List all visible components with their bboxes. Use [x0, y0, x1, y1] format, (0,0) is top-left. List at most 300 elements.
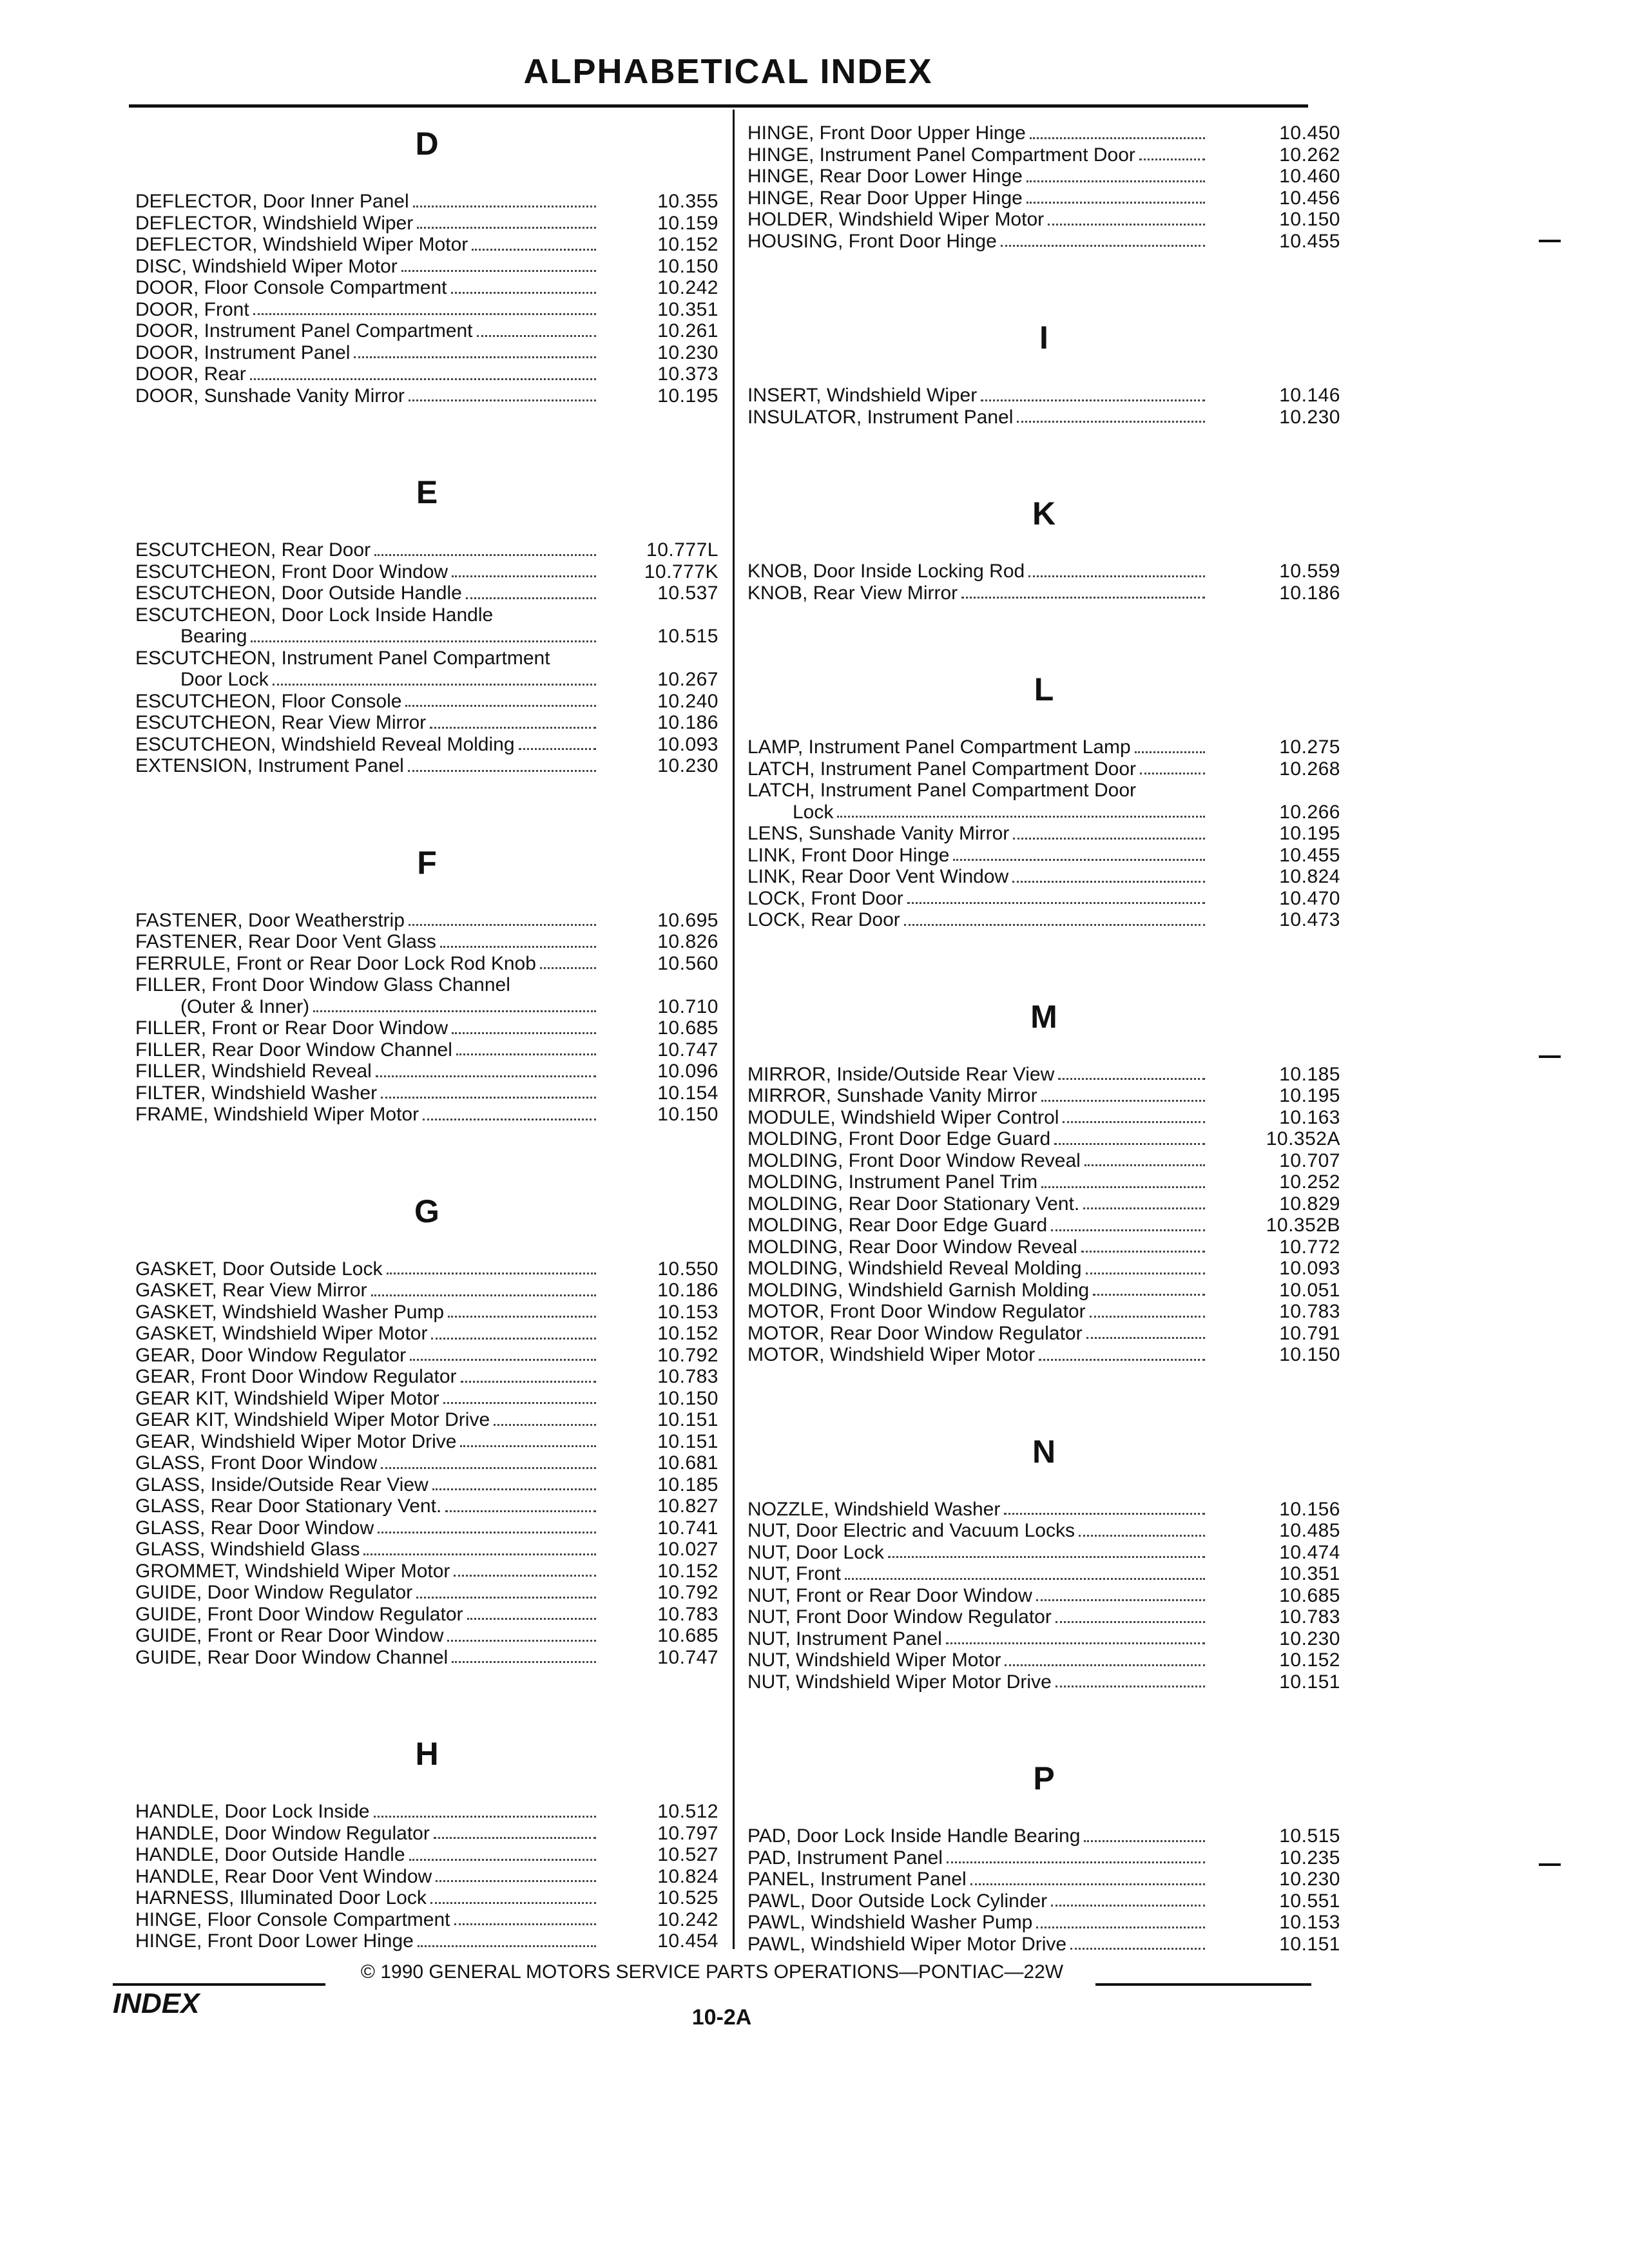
index-entry — [135, 1302, 718, 1323]
dot-leader — [1030, 137, 1205, 139]
index-entry — [135, 755, 718, 777]
dot-leader — [448, 1316, 596, 1318]
index-entry-page-ref: 10.093 — [1279, 1258, 1340, 1279]
index-entry — [135, 582, 718, 604]
dot-leader — [1093, 1294, 1205, 1296]
index-entry-name: GLASS, Inside/Outside Rear View — [135, 1474, 429, 1495]
index-entry — [747, 1107, 1340, 1129]
dot-leader — [1013, 838, 1205, 840]
dot-leader — [1055, 1621, 1205, 1623]
dot-leader — [432, 1488, 596, 1490]
dot-leader — [1081, 1251, 1205, 1253]
index-entry — [135, 1258, 718, 1280]
dot-leader — [907, 902, 1205, 904]
index-entry-page-ref: 10.235 — [1279, 1847, 1340, 1869]
index-entry-name: LOCK, Front Door — [747, 887, 903, 909]
index-entry — [135, 996, 718, 1018]
dot-leader — [409, 924, 596, 926]
index-entry — [135, 734, 718, 756]
index-entry — [135, 1452, 718, 1474]
index-entry — [135, 669, 718, 691]
index-entry-page-ref: 10.252 — [1279, 1171, 1340, 1193]
section-spacer — [747, 1473, 1340, 1499]
index-entry-name: MIRROR, Inside/Outside Rear View — [747, 1063, 1055, 1085]
index-entry-name: MOLDING, Windshield Garnish Molding — [747, 1279, 1090, 1301]
index-entry-name: LINK, Rear Door Vent Window — [747, 866, 1009, 887]
index-entry-name: MOLDING, Front Door Edge Guard — [747, 1128, 1051, 1149]
index-entry-page-ref: 10.267 — [657, 669, 718, 690]
index-entry-name: HANDLE, Door Lock Inside — [135, 1801, 370, 1822]
dot-leader — [1084, 1164, 1205, 1166]
index-entry-name: HANDLE, Rear Door Vent Window — [135, 1865, 432, 1887]
dot-leader — [467, 1618, 596, 1620]
index-entry — [747, 866, 1340, 888]
index-entry — [747, 1671, 1340, 1693]
index-entry — [135, 1647, 718, 1669]
index-entry — [135, 1017, 718, 1039]
dot-leader — [947, 1861, 1205, 1863]
index-entry-name: PANEL, Instrument Panel — [747, 1869, 967, 1890]
index-entry-name: MIRROR, Sunshade Vanity Mirror — [747, 1085, 1037, 1106]
index-entry — [135, 1280, 718, 1302]
index-entry — [135, 1431, 718, 1453]
index-entry-name: GASKET, Windshield Washer Pump — [135, 1301, 445, 1323]
section-spacer — [747, 1693, 1340, 1757]
section-letter-h: H — [415, 1736, 439, 1772]
index-entry-name: HINGE, Rear Door Lower Hinge — [747, 166, 1023, 187]
index-entry-name: NOZZLE, Windshield Washer — [747, 1498, 1001, 1520]
index-entry — [747, 909, 1340, 931]
index-entry — [135, 1561, 718, 1582]
dot-leader — [431, 1338, 596, 1340]
index-entry-name: Bearing — [180, 626, 247, 647]
section-letter-l: L — [1034, 671, 1054, 707]
section-spacer — [747, 1800, 1340, 1825]
index-entry — [135, 1604, 718, 1626]
index-entry — [747, 561, 1340, 582]
dot-leader — [430, 1902, 596, 1904]
index-entry-page-ref: 10.559 — [1279, 561, 1340, 582]
index-entry — [135, 213, 718, 235]
dot-leader — [1036, 1599, 1205, 1601]
index-entry-name: GLASS, Windshield Glass — [135, 1539, 360, 1560]
page-title: ALPHABETICAL INDEX — [523, 52, 933, 91]
footer-section-label: INDEX — [113, 1988, 200, 2019]
index-entry-name: FERRULE, Front or Rear Door Lock Rod Knob — [135, 952, 536, 974]
section-letter-p: P — [1033, 1760, 1055, 1796]
index-entry-name: KNOB, Rear View Mirror — [747, 582, 958, 604]
index-entry — [135, 1345, 718, 1367]
index-entry-name: LENS, Sunshade Vanity Mirror — [747, 823, 1010, 844]
section-letter-i: I — [1039, 320, 1048, 356]
dot-leader — [443, 1402, 596, 1404]
dot-leader — [417, 227, 596, 229]
index-entry-name: FILLER, Front or Rear Door Window — [135, 1017, 448, 1039]
dot-leader — [273, 684, 596, 686]
index-entry-name: MODULE, Windshield Wiper Control — [747, 1106, 1059, 1128]
dot-leader — [436, 1880, 596, 1882]
index-entry-name: DEFLECTOR, Windshield Wiper — [135, 212, 414, 234]
index-entry-name: ESCUTCHEON, Windshield Reveal Molding — [135, 733, 515, 755]
index-entry-page-ref: 10.268 — [1279, 758, 1340, 780]
index-entry-page-ref: 10.151 — [657, 1409, 718, 1430]
index-entry-name: LINK, Front Door Hinge — [747, 844, 950, 866]
index-entry — [747, 1085, 1340, 1107]
dot-leader — [253, 313, 596, 315]
section-spacer — [747, 359, 1340, 385]
index-entry — [135, 1474, 718, 1496]
index-entry — [135, 1409, 718, 1431]
index-entry-page-ref: 10.051 — [1279, 1279, 1340, 1301]
dot-leader — [1039, 1359, 1205, 1361]
dot-leader — [1027, 202, 1205, 204]
index-entry-page-ref: 10.151 — [1279, 1671, 1340, 1693]
index-entry — [747, 187, 1340, 209]
dot-leader — [381, 1467, 596, 1469]
index-entry-page-ref: 10.455 — [1279, 844, 1340, 866]
section-letter-f: F — [417, 844, 437, 881]
index-entry-name: DOOR, Front — [135, 298, 249, 320]
index-entry-page-ref: 10.450 — [1279, 122, 1340, 144]
index-entry-name: INSERT, Windshield Wiper — [747, 385, 978, 406]
index-entry-name: GUIDE, Rear Door Window Channel — [135, 1646, 448, 1668]
index-entry-name: FASTENER, Rear Door Vent Glass — [135, 931, 436, 952]
index-entry — [747, 209, 1340, 231]
index-entry-name: MOLDING, Rear Door Stationary Vent. — [747, 1193, 1080, 1215]
index-entry — [135, 1539, 718, 1561]
index-entry-name: HOUSING, Front Door Hinge — [747, 230, 997, 252]
index-entry — [135, 1388, 718, 1410]
index-entry-page-ref: 10.153 — [657, 1301, 718, 1323]
index-entry-name: MOLDING, Front Door Window Reveal — [747, 1149, 1081, 1171]
index-entry — [135, 1082, 718, 1104]
dot-leader — [1086, 1337, 1205, 1339]
index-entry-page-ref: 10.230 — [1279, 406, 1340, 428]
section-spacer — [135, 1775, 718, 1801]
index-entry-page-ref: 10.195 — [1279, 1085, 1340, 1106]
dot-leader — [405, 705, 596, 707]
index-entry-page-ref: 10.681 — [657, 1452, 718, 1474]
index-entry — [135, 363, 718, 385]
index-entry-name: HANDLE, Door Outside Handle — [135, 1844, 405, 1865]
index-entry-page-ref: 10.525 — [657, 1887, 718, 1908]
index-entry — [747, 1128, 1340, 1150]
index-entry-name: GLASS, Rear Door Window — [135, 1517, 374, 1539]
index-entry-name: MOLDING, Instrument Panel Trim — [747, 1171, 1038, 1193]
index-entry-name: GUIDE, Front Door Window Regulator — [135, 1603, 463, 1625]
section-spacer — [747, 604, 1340, 668]
index-entry-name: GEAR KIT, Windshield Wiper Motor — [135, 1387, 439, 1409]
index-entry-first-line: LATCH, Instrument Panel Compartment Door — [747, 780, 1137, 801]
index-entry-page-ref: 10.152 — [657, 1323, 718, 1344]
index-entry — [135, 1104, 718, 1126]
index-entry-page-ref: 10.096 — [657, 1061, 718, 1082]
index-entry-name: PAD, Instrument Panel — [747, 1847, 943, 1869]
section-spacer — [135, 1233, 718, 1258]
dot-leader — [445, 1510, 596, 1512]
dot-leader — [409, 399, 596, 401]
index-entry — [747, 1236, 1340, 1258]
dot-leader — [376, 1075, 596, 1077]
index-entry — [747, 888, 1340, 910]
index-entry — [747, 1193, 1340, 1215]
index-entry-page-ref: 10.710 — [657, 995, 718, 1017]
index-entry — [135, 1844, 718, 1866]
index-entry-page-ref: 10.153 — [1279, 1912, 1340, 1933]
index-entry — [747, 1869, 1340, 1890]
section-spacer — [747, 1038, 1340, 1064]
index-entry-name: PAD, Door Lock Inside Handle Bearing — [747, 1825, 1081, 1847]
index-entry — [135, 1517, 718, 1539]
margin-tick-mark — [1539, 240, 1561, 242]
index-entry — [135, 277, 718, 299]
index-entry-name: ESCUTCHEON, Door Outside Handle — [135, 582, 462, 604]
index-entry-name: FRAME, Windshield Wiper Motor — [135, 1104, 419, 1125]
index-entry — [747, 1323, 1340, 1345]
dot-leader — [447, 1640, 596, 1642]
dot-leader — [540, 967, 596, 969]
index-entry-name: DOOR, Instrument Panel — [135, 341, 351, 363]
index-entry-name: DEFLECTOR, Windshield Wiper Motor — [135, 234, 468, 255]
section-spacer — [747, 535, 1340, 561]
index-entry-name: MOLDING, Windshield Reveal Molding — [747, 1258, 1082, 1279]
index-entry-page-ref: 10.154 — [657, 1082, 718, 1104]
index-entry-name: NUT, Windshield Wiper Motor — [747, 1649, 1001, 1671]
index-entry-name: FILLER, Rear Door Window Channel — [135, 1039, 452, 1061]
index-entry — [135, 1323, 718, 1345]
index-entry-page-ref: 10.152 — [657, 234, 718, 255]
dot-leader — [354, 356, 596, 358]
index-entry-page-ref: 10.156 — [1279, 1498, 1340, 1520]
index-entry-page-ref: 10.186 — [1279, 582, 1340, 604]
index-entry — [135, 910, 718, 932]
index-entry — [747, 1064, 1340, 1086]
index-entry — [747, 802, 1340, 823]
section-letter-e: E — [416, 474, 438, 510]
dot-leader — [454, 1923, 597, 1925]
dot-leader — [837, 816, 1205, 818]
index-entry-page-ref: 10.152 — [657, 1560, 718, 1582]
index-entry-page-ref: 10.195 — [1279, 823, 1340, 844]
index-entry-name: LAMP, Instrument Panel Compartment Lamp — [747, 736, 1131, 758]
footer-page-number: 10-2A — [691, 2005, 752, 2030]
section-spacer — [135, 1668, 718, 1733]
index-entry-name: DOOR, Floor Console Compartment — [135, 277, 447, 298]
index-entry — [747, 144, 1340, 166]
index-entry — [747, 845, 1340, 867]
dot-leader — [494, 1424, 596, 1426]
index-entry-page-ref: 10.515 — [657, 626, 718, 647]
index-entry-page-ref: 10.772 — [1279, 1236, 1340, 1258]
index-entry-page-ref: 10.242 — [657, 1908, 718, 1930]
dot-leader — [472, 249, 596, 251]
index-entry-page-ref: 10.373 — [657, 363, 718, 385]
dot-leader — [452, 1032, 596, 1034]
index-entry-page-ref: 10.685 — [657, 1625, 718, 1646]
section-spacer — [135, 1126, 718, 1190]
index-entry — [747, 1520, 1340, 1542]
dot-leader — [1036, 1927, 1205, 1928]
index-entry — [135, 1366, 718, 1388]
index-entry — [135, 712, 718, 734]
index-entry — [135, 256, 718, 278]
dot-leader — [371, 1294, 596, 1296]
dot-leader — [1083, 1207, 1205, 1209]
index-entry-page-ref: 10.783 — [1279, 1606, 1340, 1628]
dot-leader — [1140, 773, 1205, 774]
index-entry — [135, 1887, 718, 1909]
index-entry-page-ref: 10.261 — [657, 320, 718, 341]
dot-leader — [313, 1010, 596, 1012]
index-entry-page-ref: 10.473 — [1279, 909, 1340, 930]
footer-rule-right — [1095, 1983, 1311, 1986]
index-entry-name: GEAR, Front Door Window Regulator — [135, 1366, 457, 1387]
index-entry-page-ref: 10.150 — [657, 1387, 718, 1409]
index-entry-name: PAWL, Windshield Washer Pump — [747, 1912, 1033, 1933]
index-entry-name: GLASS, Front Door Window — [135, 1452, 378, 1474]
dot-leader — [1041, 1100, 1205, 1102]
index-entry-name: DISC, Windshield Wiper Motor — [135, 255, 398, 277]
dot-leader — [970, 1883, 1205, 1885]
dot-leader — [1017, 421, 1205, 423]
left-column — [135, 122, 718, 1952]
index-entry-page-ref: 10.352A — [1266, 1128, 1340, 1149]
dot-leader — [466, 597, 596, 599]
index-entry-page-ref: 10.146 — [1279, 385, 1340, 406]
index-entry-name: MOTOR, Windshield Wiper Motor — [747, 1344, 1036, 1365]
index-entry-name: NUT, Front or Rear Door Window — [747, 1584, 1032, 1606]
section-spacer — [135, 407, 718, 471]
dot-leader — [1048, 224, 1205, 226]
index-entry — [135, 1801, 718, 1823]
index-entry-name: GASKET, Door Outside Lock — [135, 1258, 383, 1280]
index-entry — [747, 1847, 1340, 1869]
index-entry — [135, 1061, 718, 1082]
index-entry — [135, 1582, 718, 1604]
dot-leader — [1090, 1316, 1205, 1318]
index-entry-page-ref: 10.512 — [657, 1801, 718, 1822]
right-column — [747, 122, 1340, 1955]
index-entry-page-ref: 10.230 — [657, 341, 718, 363]
index-entry-page-ref: 10.474 — [1279, 1541, 1340, 1563]
index-entry-page-ref: 10.792 — [657, 1344, 718, 1366]
dot-leader — [981, 399, 1205, 401]
index-entry-page-ref: 10.150 — [1279, 1344, 1340, 1365]
index-entry — [747, 1563, 1340, 1585]
dot-leader — [416, 1597, 596, 1599]
index-entry-name: HOLDER, Windshield Wiper Motor — [747, 209, 1045, 230]
index-entry-page-ref: 10.242 — [657, 277, 718, 298]
index-entry-name: NUT, Door Lock — [747, 1541, 884, 1563]
index-entry-page-ref: 10.151 — [657, 1430, 718, 1452]
index-entry-page-ref: 10.230 — [1279, 1869, 1340, 1890]
index-entry-name: MOTOR, Rear Door Window Regulator — [747, 1322, 1083, 1344]
index-entry-page-ref: 10.695 — [657, 909, 718, 931]
index-entry-page-ref: 10.791 — [1279, 1322, 1340, 1344]
section-spacer — [747, 252, 1340, 316]
index-entry-name: DOOR, Sunshade Vanity Mirror — [135, 385, 405, 407]
index-entry-page-ref: 10.515 — [1279, 1825, 1340, 1847]
index-entry — [747, 758, 1340, 780]
index-entry — [747, 736, 1340, 758]
index-entry-page-ref: 10.783 — [657, 1366, 718, 1387]
index-entry-name: GROMMET, Windshield Wiper Motor — [135, 1560, 450, 1582]
dot-leader — [1135, 751, 1205, 753]
index-entry-page-ref: 10.783 — [657, 1603, 718, 1625]
dot-leader — [888, 1556, 1205, 1558]
index-entry-page-ref: 10.351 — [1279, 1563, 1340, 1584]
index-entry — [135, 1625, 718, 1647]
index-entry-page-ref: 10.455 — [1279, 230, 1340, 252]
index-entry-name: LATCH, Instrument Panel Compartment Door — [747, 758, 1137, 780]
index-entry-name: MOTOR, Front Door Window Regulator — [747, 1301, 1086, 1322]
section-spacer — [747, 931, 1340, 995]
dot-leader — [1001, 245, 1205, 247]
index-entry — [135, 626, 718, 648]
index-entry-page-ref: 10.266 — [1279, 801, 1340, 823]
index-entry-name: NUT, Front — [747, 1563, 842, 1584]
index-entry — [747, 1912, 1340, 1934]
index-entry-page-ref: 10.186 — [657, 1280, 718, 1301]
dot-leader — [456, 1053, 596, 1055]
index-entry-page-ref: 10.747 — [657, 1646, 718, 1668]
dot-leader — [904, 924, 1205, 926]
index-entry-name: EXTENSION, Instrument Panel — [135, 755, 404, 776]
index-entry — [135, 561, 718, 583]
dot-leader — [440, 946, 596, 948]
index-entry-name: GASKET, Windshield Wiper Motor — [135, 1323, 428, 1344]
index-entry — [747, 1628, 1340, 1650]
index-entry-name: (Outer & Inner) — [180, 995, 310, 1017]
index-entry-name: ESCUTCHEON, Rear Door — [135, 539, 371, 561]
index-entry — [135, 1495, 718, 1517]
index-entry — [747, 1825, 1340, 1847]
dot-leader — [1063, 1121, 1205, 1123]
index-entry-name: HINGE, Front Door Upper Hinge — [747, 122, 1026, 144]
index-entry-name: ESCUTCHEON, Front Door Window — [135, 561, 448, 582]
index-entry — [135, 342, 718, 364]
index-entry-page-ref: 10.826 — [657, 931, 718, 952]
index-entry-name: NUT, Door Electric and Vacuum Locks — [747, 1520, 1075, 1541]
dot-leader — [413, 206, 596, 207]
dot-leader — [461, 1381, 596, 1383]
title-rule — [129, 104, 1308, 108]
index-entry-page-ref: 10.027 — [657, 1539, 718, 1560]
index-entry — [747, 122, 1340, 144]
index-entry — [747, 1890, 1340, 1912]
index-entry-name: KNOB, Door Inside Locking Rod — [747, 561, 1025, 582]
index-entry — [747, 1585, 1340, 1607]
index-entry-page-ref: 10.262 — [1279, 144, 1340, 166]
index-entry-name: GEAR KIT, Windshield Wiper Motor Drive — [135, 1409, 490, 1430]
dot-leader — [452, 575, 596, 577]
index-entry — [747, 1301, 1340, 1323]
dot-leader — [374, 554, 596, 556]
index-entry — [747, 1215, 1340, 1236]
index-entry-name: DOOR, Instrument Panel Compartment — [135, 320, 473, 341]
index-entry — [747, 1606, 1340, 1628]
index-entry-name: HINGE, Front Door Lower Hinge — [135, 1930, 414, 1952]
dot-leader — [1086, 1273, 1205, 1274]
index-entry-page-ref: 10.797 — [657, 1822, 718, 1844]
index-entry-page-ref: 10.829 — [1279, 1193, 1340, 1215]
section-letter-k: K — [1032, 495, 1056, 532]
index-entry — [747, 1649, 1340, 1671]
section-spacer — [747, 1366, 1340, 1430]
section-letter-g: G — [414, 1193, 439, 1229]
index-entry-page-ref: 10.527 — [657, 1844, 718, 1865]
index-entry-page-ref: 10.707 — [1279, 1149, 1340, 1171]
